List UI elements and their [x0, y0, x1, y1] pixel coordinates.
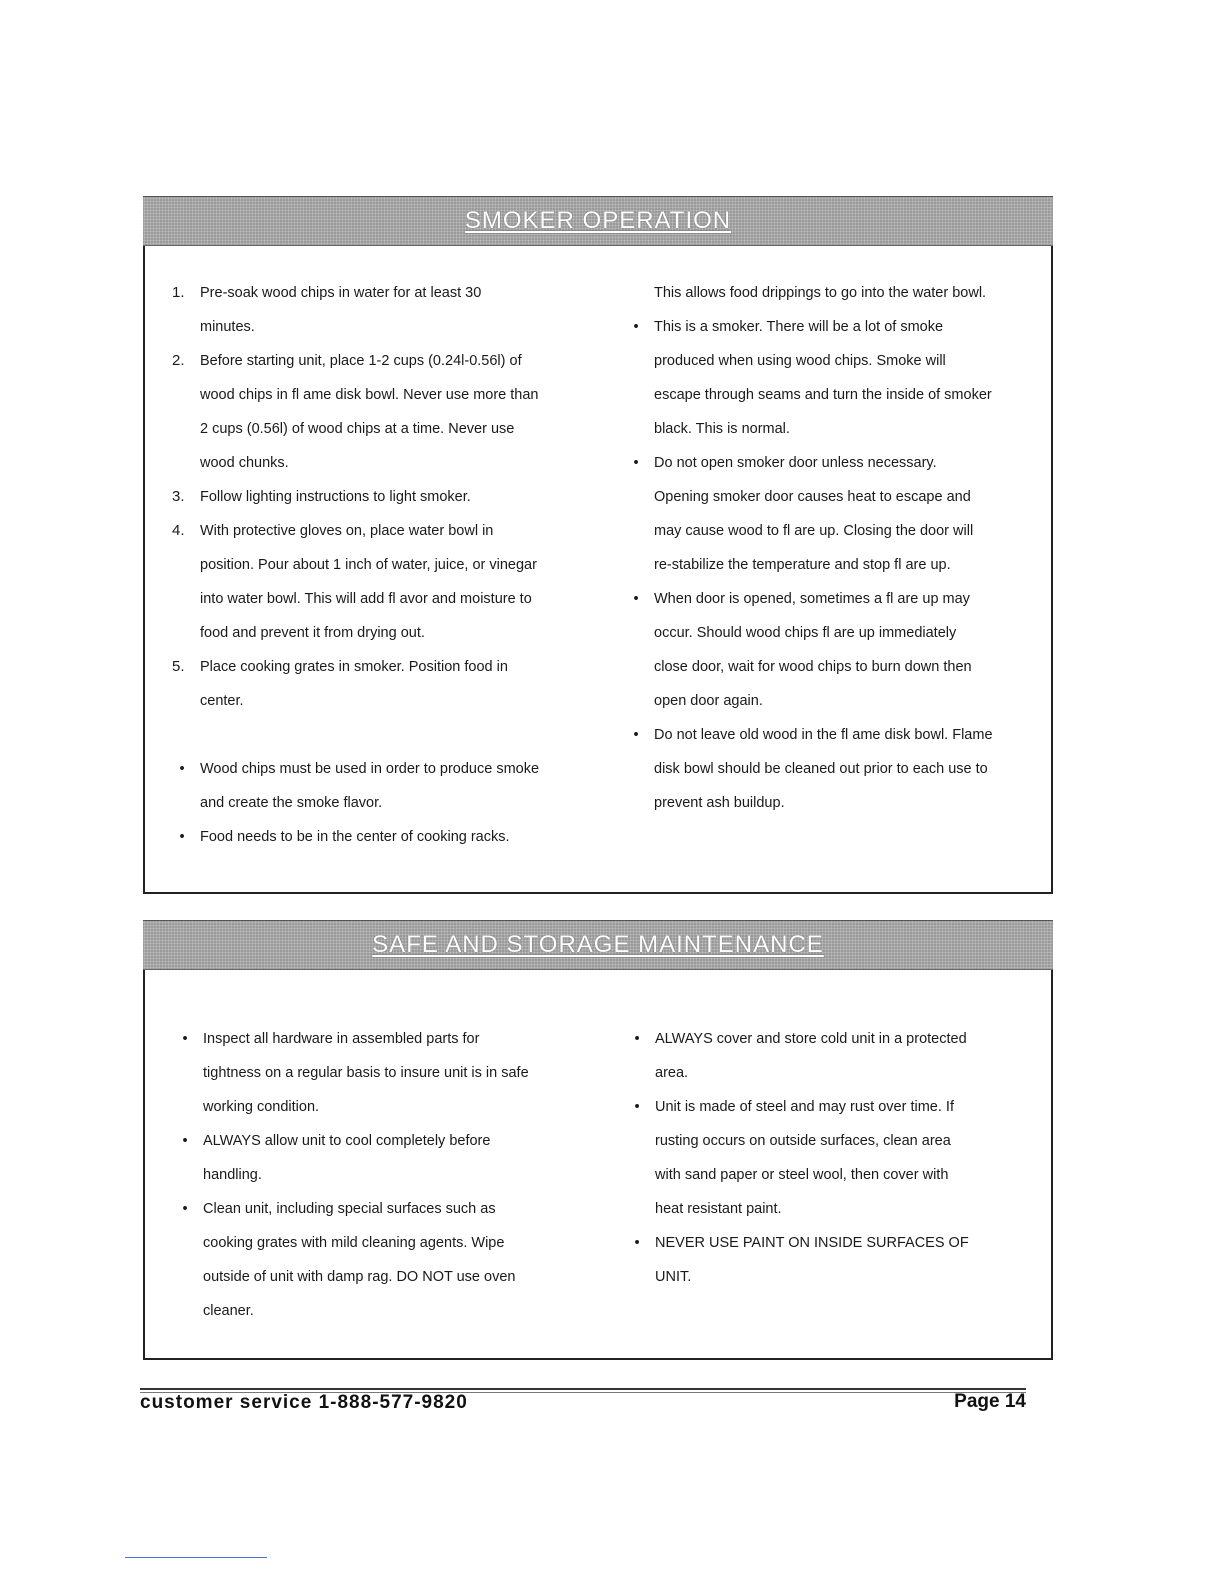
- line: tightness on a regular basis to insure unit is in safe: [203, 1065, 529, 1081]
- line: center.: [200, 693, 244, 709]
- line: When door is opened, sometimes a fl are up may: [654, 591, 970, 607]
- step-item: [172, 276, 600, 344]
- line: and create the smoke flavor.: [200, 795, 383, 811]
- corner-rule: [125, 1557, 267, 1558]
- bullet-item: [633, 718, 1039, 820]
- bullet-item: [634, 1226, 1040, 1294]
- bullet-item: [634, 1090, 1040, 1226]
- line: Place cooking grates in smoker. Position food in: [200, 659, 508, 675]
- line: re-stabilize the temperature and stop fl are up.: [654, 557, 951, 573]
- line: heat resistant paint.: [655, 1201, 782, 1217]
- line: escape through seams and turn the inside of smoker: [654, 387, 992, 403]
- intro-line: [654, 276, 1039, 310]
- line: Pre-soak wood chips in water for at least 30: [200, 285, 482, 301]
- line: prevent ash buildup.: [654, 795, 785, 811]
- step-number: 5.: [172, 658, 185, 675]
- line: Opening smoker door causes heat to escape and: [654, 489, 971, 505]
- bullet-icon: •: [182, 1031, 188, 1047]
- line: cooking grates with mild cleaning agents. Wipe: [203, 1235, 505, 1251]
- smoker-notes-list: [633, 276, 1039, 820]
- line: Clean unit, including special surfaces such as: [203, 1201, 496, 1217]
- section-banner: [143, 196, 1053, 246]
- smoker-steps-list: [172, 276, 600, 854]
- line: NEVER USE PAINT ON INSIDE SURFACES OF: [655, 1235, 969, 1251]
- step-number: 2.: [172, 352, 185, 369]
- line: outside of unit with damp rag. DO NOT use oven: [203, 1269, 516, 1285]
- line: position. Pour about 1 inch of water, juice, or vinegar: [200, 557, 537, 573]
- line: 2 cups (0.56l) of wood chips at a time. Never use: [200, 421, 515, 437]
- step-number: 3.: [172, 488, 185, 505]
- line: disk bowl should be cleaned out prior to each use to: [654, 761, 988, 777]
- bullet-item: [633, 446, 1039, 582]
- line: with sand paper or steel wool, then cover with: [655, 1167, 949, 1183]
- line: Do not leave old wood in the fl ame disk bowl. Flame: [654, 727, 993, 743]
- line: rusting occurs on outside surfaces, clean area: [655, 1133, 951, 1149]
- bullet-icon: •: [179, 829, 185, 845]
- bullet-item: [179, 752, 600, 820]
- safe-right-list: [634, 1022, 1040, 1294]
- bullet-item: [633, 582, 1039, 718]
- line: Do not open smoker door unless necessary.: [654, 455, 937, 471]
- line: occur. Should wood chips fl are up immediately: [654, 625, 957, 641]
- section-title: SAFE AND STORAGE MAINTENANCE: [372, 931, 824, 958]
- line: into water bowl. This will add fl avor and moisture to: [200, 591, 532, 607]
- bullet-icon: •: [633, 727, 639, 743]
- line: working condition.: [203, 1099, 320, 1115]
- bullet-item: [182, 1022, 578, 1124]
- line: UNIT.: [655, 1269, 692, 1285]
- safe-left-list: [182, 1022, 578, 1328]
- bullet-icon: •: [633, 591, 639, 607]
- step-item: [172, 514, 600, 650]
- bullet-icon: •: [633, 455, 639, 471]
- page-number: Page 14: [954, 1391, 1026, 1412]
- line: This is a smoker. There will be a lot of smoke: [654, 319, 944, 335]
- line: With protective gloves on, place water bowl in: [200, 523, 494, 539]
- bullet-item: [633, 310, 1039, 446]
- line: food and prevent it from drying out.: [200, 625, 425, 641]
- step-item: [172, 344, 600, 480]
- spacer: [200, 718, 600, 752]
- line: ALWAYS cover and store cold unit in a protected: [655, 1031, 967, 1047]
- line: close door, wait for wood chips to burn down then: [654, 659, 972, 675]
- bullet-item: [179, 820, 600, 854]
- line: Wood chips must be used in order to produce smoke: [200, 761, 540, 777]
- line: wood chunks.: [200, 455, 289, 471]
- line: Follow lighting instructions to light smoker.: [200, 489, 471, 505]
- line: handling.: [203, 1167, 262, 1183]
- bullet-item: [634, 1022, 1040, 1090]
- step-number: 4.: [172, 522, 185, 539]
- footer-divider: [140, 1388, 1026, 1390]
- section-title: SMOKER OPERATION: [464, 207, 732, 234]
- line: area.: [655, 1065, 689, 1081]
- line: produced when using wood chips. Smoke will: [654, 353, 946, 369]
- bullet-icon: •: [634, 1099, 640, 1115]
- bullet-item: [182, 1124, 578, 1192]
- bullet-icon: •: [182, 1201, 188, 1217]
- line: black. This is normal.: [654, 421, 790, 437]
- line: open door again.: [654, 693, 763, 709]
- line: Inspect all hardware in assembled parts for: [203, 1031, 480, 1047]
- line: Unit is made of steel and may rust over time. If: [655, 1099, 954, 1115]
- bullet-icon: •: [182, 1133, 188, 1149]
- line: This allows food drippings to go into the water bowl.: [654, 285, 987, 301]
- customer-service-text: customer service 1-888-577-9820: [140, 1392, 468, 1413]
- bullet-icon: •: [634, 1031, 640, 1047]
- bullet-icon: •: [179, 761, 185, 777]
- line: Before starting unit, place 1-2 cups (0.24l-0.56l) of: [200, 353, 522, 369]
- line: may cause wood to fl are up. Closing the door will: [654, 523, 974, 539]
- step-item: [172, 480, 600, 514]
- bullet-item: [182, 1192, 578, 1328]
- bullet-icon: •: [633, 319, 639, 335]
- line: minutes.: [200, 319, 255, 335]
- line: ALWAYS allow unit to cool completely before: [203, 1133, 491, 1149]
- line: cleaner.: [203, 1303, 254, 1319]
- step-item: [172, 650, 600, 718]
- section-banner: [143, 920, 1053, 970]
- line: Food needs to be in the center of cooking racks.: [200, 829, 510, 845]
- bullet-icon: •: [634, 1235, 640, 1251]
- step-number: 1.: [172, 284, 185, 301]
- line: wood chips in fl ame disk bowl. Never use more than: [200, 387, 539, 403]
